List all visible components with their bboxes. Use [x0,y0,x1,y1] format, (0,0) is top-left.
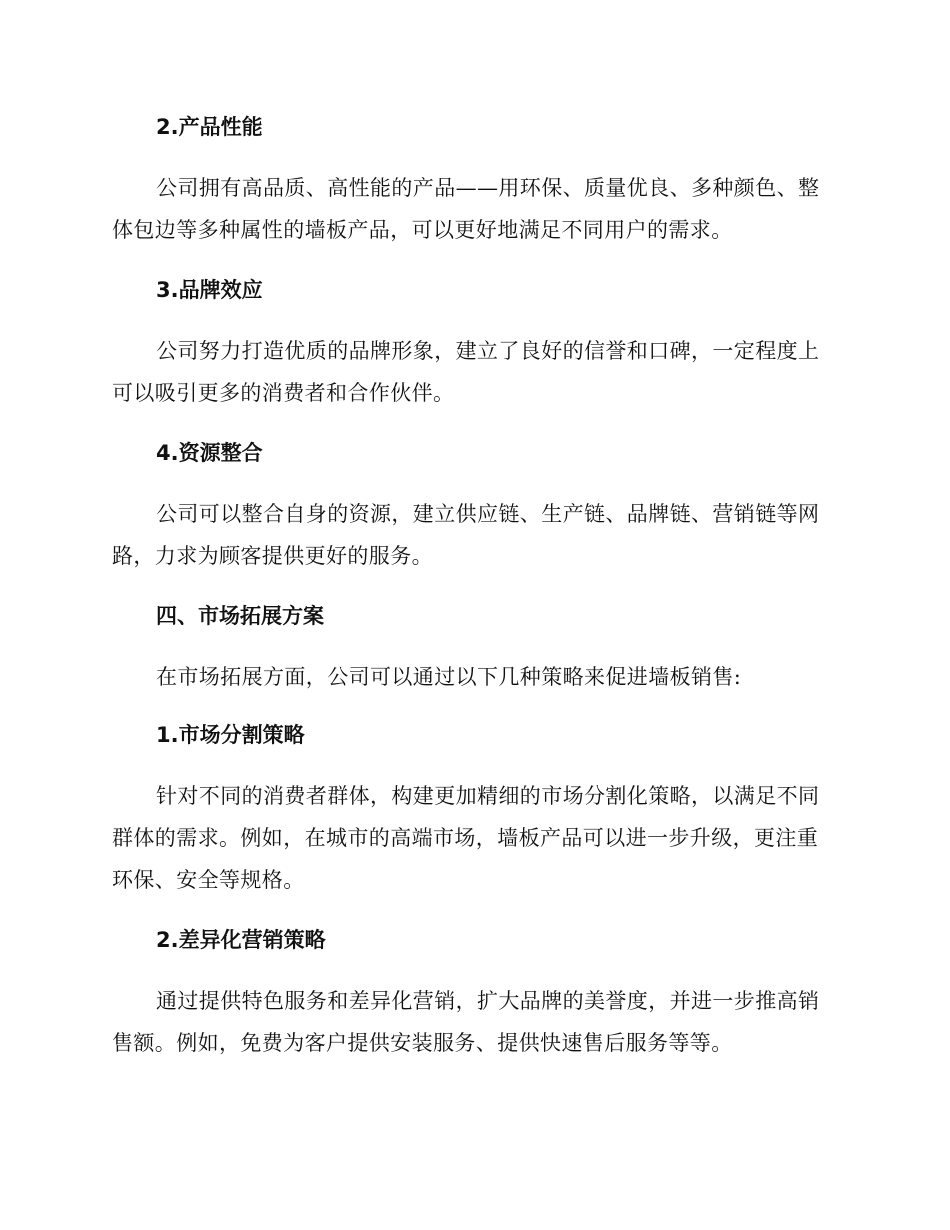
paragraph-differentiation: 通过提供特色服务和差异化营销，扩大品牌的美誉度，并进一步推高销售额。例如，免费为客户提供安装服务、提供快速售后服务等等。 [112,989,820,1055]
paragraph-resource-integration: 公司可以整合自身的资源，建立供应链、生产链、品牌链、营销链等网路，力求为顾客提供更好的服务。 [112,502,820,568]
paragraph-product-performance: 公司拥有高品质、高性能的产品——用环保、质量优良、多种颜色、整体包边等多种属性的墙板产品，可以更好地满足不同用户的需求。 [112,176,820,242]
document-content [112,106,832,1082]
heading-resource-integration: 4.资源整合 [156,441,263,465]
heading-brand-effect: 3.品牌效应 [156,278,263,302]
heading-market-expansion: 四、市场拓展方案 [156,604,324,628]
paragraph-segmentation: 针对不同的消费者群体，构建更加精细的市场分割化策略，以满足不同群体的需求。例如，在城市的高端市场，墙板产品可以进一步升级，更注重环保、安全等规格。 [112,784,820,892]
heading-segmentation: 1.市场分割策略 [156,723,305,747]
paragraph-market-expansion-intro: 在市场拓展方面，公司可以通过以下几种策略来促进墙板销售: [156,665,742,689]
heading-product-performance: 2.产品性能 [156,115,263,139]
paragraph-brand-effect: 公司努力打造优质的品牌形象，建立了良好的信誉和口碑，一定程度上可以吸引更多的消费者和合作伙伴。 [112,339,820,405]
heading-differentiation: 2.差异化营销策略 [156,928,326,952]
